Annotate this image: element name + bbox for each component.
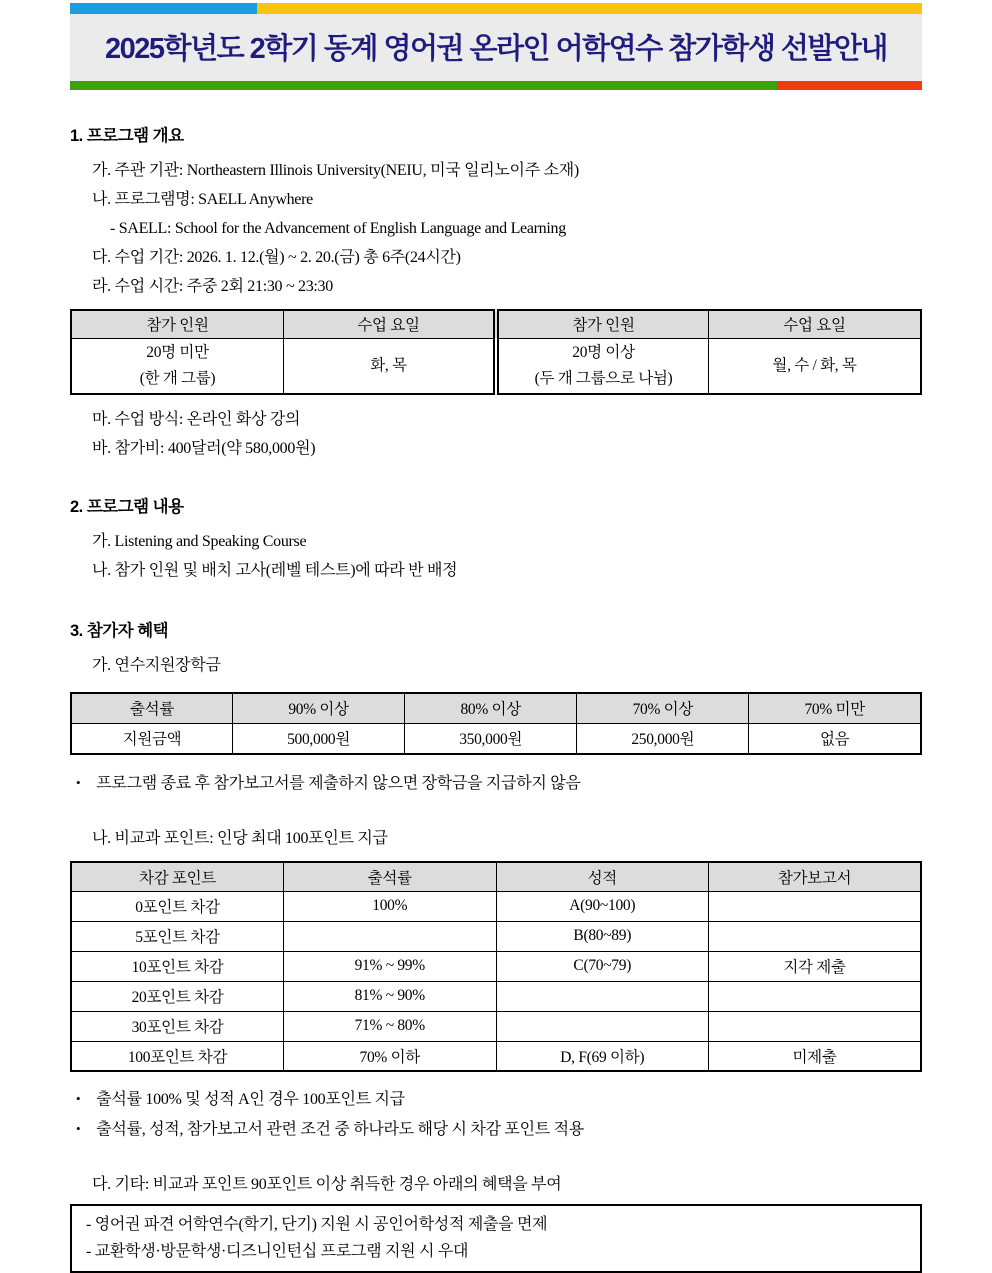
class-schedule-table: [70, 309, 922, 395]
schedule-header-participants-left: 참가 인원: [71, 310, 284, 338]
scholarship-header-below-70: 70% 미만: [749, 693, 921, 723]
title-band: [70, 14, 922, 81]
overview-item-time: 라. 수업 시간: 주중 2회 21:30 ~ 23:30: [92, 278, 333, 295]
scholarship-cell-90: 500,000원: [233, 723, 405, 754]
points-cell: 91% ~ 99%: [284, 951, 497, 981]
points-cell: [709, 1011, 922, 1041]
points-cell: [496, 1011, 709, 1041]
points-header-attendance: 출석률: [284, 862, 497, 891]
schedule-cell-small-group: [71, 338, 284, 394]
points-cell: 0포인트 차감: [71, 891, 284, 921]
points-cell: [496, 981, 709, 1011]
scholarship-table-header-row: [71, 693, 921, 723]
overview-item-host: 가. 주관 기관: Northeastern Illinois University(NEIU, 미국 일리노이주 소재): [92, 162, 579, 179]
overview-item-saell-fullname: - SAELL: School for the Advancement of English Language and Learning: [110, 220, 566, 237]
scholarship-cell-none: 없음: [749, 723, 921, 754]
points-header-deduction: 차감 포인트: [71, 862, 284, 891]
points-cell: 5포인트 차감: [71, 921, 284, 951]
scholarship-cell-70: 250,000원: [577, 723, 749, 754]
points-table-row-5: [71, 1041, 921, 1071]
top-bar-yellow-segment: [257, 3, 922, 14]
content-item-placement: 나. 참가 인원 및 배치 고사(레벨 테스트)에 따라 반 배정: [92, 562, 458, 579]
points-cell: B(80~89): [496, 921, 709, 951]
points-table-row-2: [71, 951, 921, 981]
top-bar-blue-segment: [70, 3, 257, 14]
schedule-cell-large-group: [496, 338, 709, 394]
benefit-box-line-2: - 교환학생·방문학생·디즈니인턴십 프로그램 지원 시 우대: [86, 1243, 469, 1260]
document-title: 2025학년도 2학기 동계 영어권 온라인 어학연수 참가학생 선발안내: [105, 33, 887, 65]
schedule-cell-small-group-line2: (한 개 그룹): [139, 369, 216, 387]
scholarship-table-data-row: [71, 723, 921, 754]
schedule-cell-large-group-days: 월, 수 / 화, 목: [709, 338, 922, 394]
overview-item-period: 다. 수업 기간: 2026. 1. 12.(월) ~ 2. 20.(금) 총 6주(24시간): [92, 249, 461, 266]
overview-item-program-name: 나. 프로그램명: SAELL Anywhere: [92, 191, 313, 208]
benefit-box: [70, 1204, 922, 1273]
points-cell: 81% ~ 90%: [284, 981, 497, 1011]
banner-top-bar: [70, 3, 922, 14]
schedule-cell-small-group-line1: 20명 미만: [146, 343, 209, 361]
points-cell: 10포인트 차감: [71, 951, 284, 981]
points-cell: [709, 981, 922, 1011]
scholarship-header-70: 70% 이상: [577, 693, 749, 723]
points-cell: 100%: [284, 891, 497, 921]
points-header-report: 참가보고서: [709, 862, 922, 891]
points-cell: 70% 이하: [284, 1041, 497, 1071]
schedule-header-days-left: 수업 요일: [284, 310, 497, 338]
schedule-header-days-right: 수업 요일: [709, 310, 922, 338]
section-participant-benefits: [70, 617, 922, 1273]
points-cell: 20포인트 차감: [71, 981, 284, 1011]
points-cell: 30포인트 차감: [71, 1011, 284, 1041]
section-program-content: [70, 493, 922, 585]
points-cell: [709, 891, 922, 921]
section-program-overview: [70, 122, 922, 463]
document-banner: [70, 3, 922, 90]
scholarship-cell-80: 350,000원: [405, 723, 577, 754]
section-heading-benefits: 3. 참가자 혜택: [70, 622, 169, 640]
points-cell: [284, 921, 497, 951]
points-note-bullet-2: • 출석률, 성적, 참가보고서 관련 조건 중 하나라도 해당 시 차감 포인트 적용: [76, 1114, 922, 1144]
points-table-row-0: [71, 891, 921, 921]
schedule-table-data-row: [71, 338, 921, 394]
points-cell: 71% ~ 80%: [284, 1011, 497, 1041]
content-item-course: 가. Listening and Speaking Course: [92, 533, 307, 550]
points-header-grade: 성적: [496, 862, 709, 891]
schedule-cell-large-group-line2: (두 개 그룹으로 나뉨): [534, 369, 673, 387]
overview-item-fee: 바. 참가비: 400달러(약 580,000원): [92, 440, 316, 457]
points-note-bullet-1: • 출석률 100% 및 성적 A인 경우 100포인트 지급: [76, 1084, 922, 1114]
points-table-header-row: [71, 862, 921, 891]
bottom-bar-green-segment: [70, 81, 777, 90]
banner-bottom-bar: [70, 81, 922, 90]
schedule-cell-small-group-days: 화, 목: [284, 338, 497, 394]
points-table-row-3: [71, 981, 921, 1011]
scholarship-header-attendance: 출석률: [71, 693, 233, 723]
points-cell: 100포인트 차감: [71, 1041, 284, 1071]
points-cell: A(90~100): [496, 891, 709, 921]
schedule-cell-large-group-line1: 20명 이상: [572, 343, 635, 361]
points-notes: [70, 1084, 922, 1144]
points-table-row-1: [71, 921, 921, 951]
points-cell: [709, 921, 922, 951]
schedule-table-header-row: [71, 310, 921, 338]
scholarship-table: [70, 692, 922, 755]
scholarship-note-bullet: • 프로그램 종료 후 참가보고서를 제출하지 않으면 장학금을 지급하지 않음: [76, 768, 922, 798]
points-cell: 지각 제출: [709, 951, 922, 981]
section-heading-overview: 1. 프로그램 개요: [70, 127, 184, 145]
points-deduction-table: [70, 861, 922, 1072]
points-cell: D, F(69 이하): [496, 1041, 709, 1071]
benefit-box-line-1: - 영어권 파견 어학연수(학기, 단기) 지원 시 공인어학성적 제출을 면제: [86, 1216, 548, 1233]
scholarship-header-80: 80% 이상: [405, 693, 577, 723]
benefits-points-label: 나. 비교과 포인트: 인당 최대 100포인트 지급: [92, 830, 388, 847]
section-heading-content: 2. 프로그램 내용: [70, 498, 184, 516]
bottom-bar-red-segment: [777, 81, 922, 90]
overview-item-method: 마. 수업 방식: 온라인 화상 강의: [92, 411, 301, 428]
overview-items-after-table: [70, 405, 922, 463]
schedule-header-participants-right: 참가 인원: [496, 310, 709, 338]
benefits-etc-label: 다. 기타: 비교과 포인트 90포인트 이상 취득한 경우 아래의 혜택을 부여: [92, 1176, 562, 1193]
points-cell: C(70~79): [496, 951, 709, 981]
points-table-row-4: [71, 1011, 921, 1041]
points-cell: 미제출: [709, 1041, 922, 1071]
benefits-scholarship-label: 가. 연수지원장학금: [92, 657, 221, 674]
scholarship-cell-label: 지원금액: [71, 723, 233, 754]
scholarship-header-90: 90% 이상: [233, 693, 405, 723]
